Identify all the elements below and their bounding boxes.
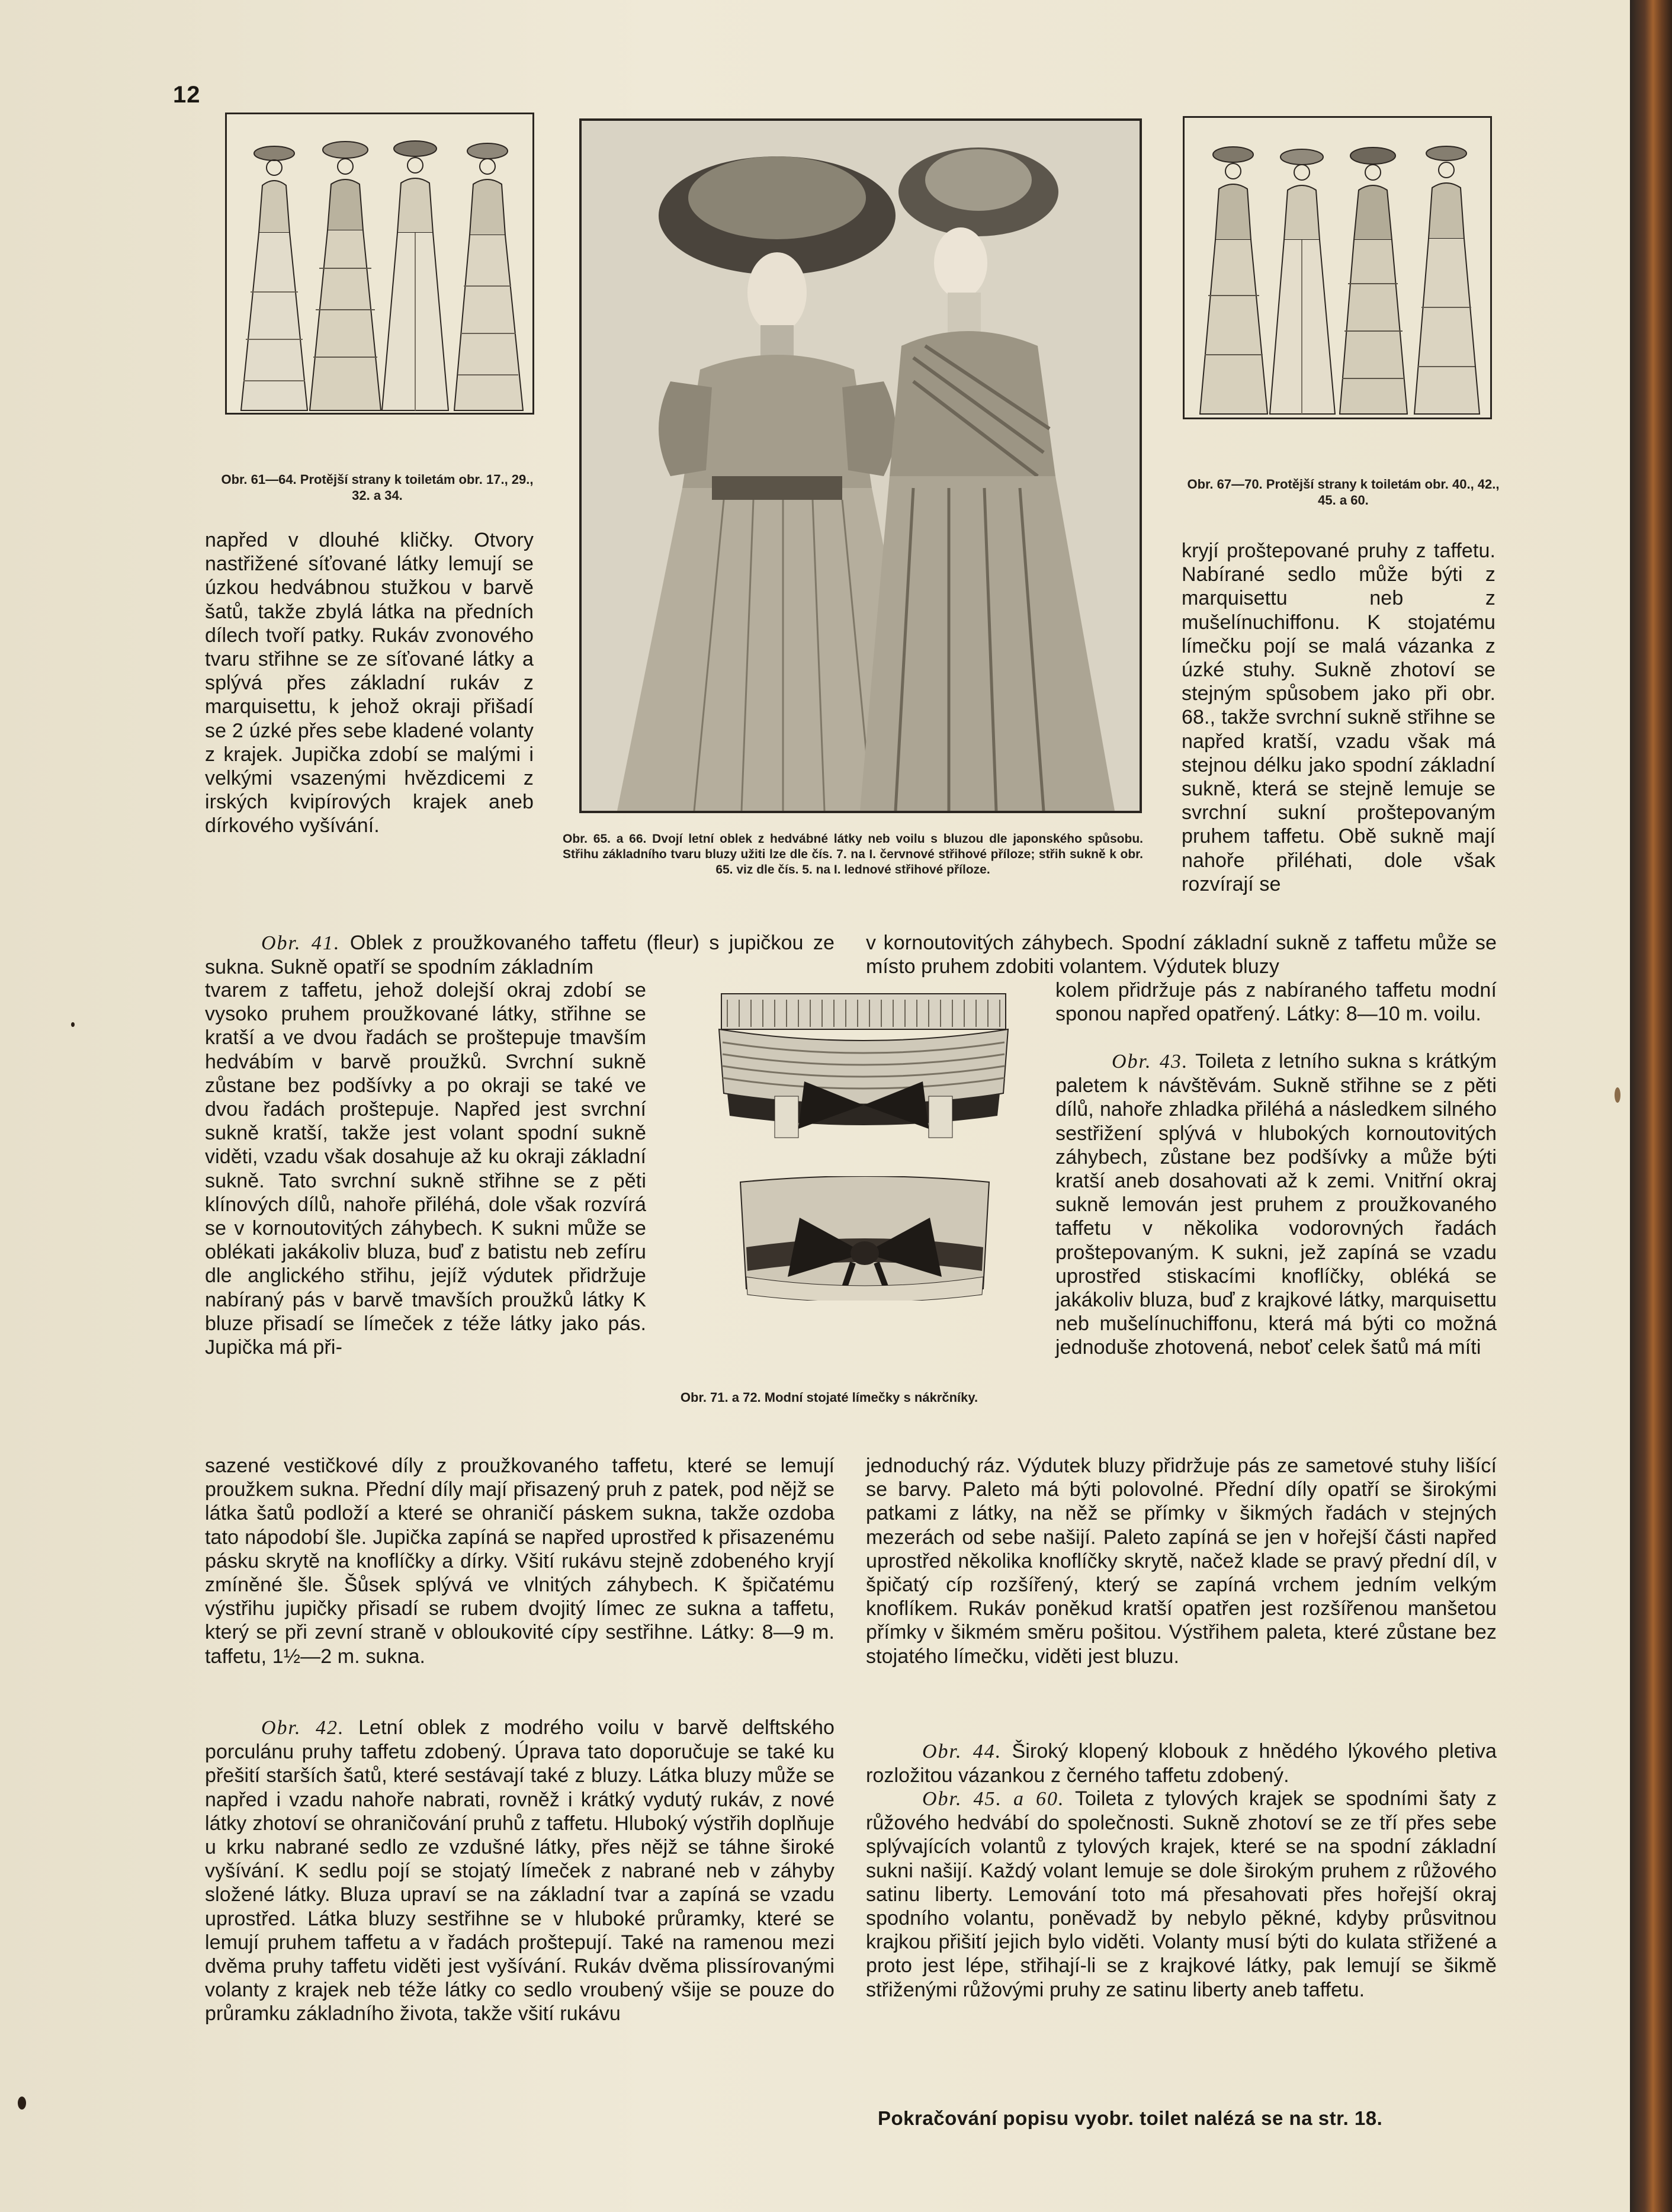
collar-illustration-71 (715, 993, 1012, 1141)
paragraph-obr41-narrow: tvarem z taffetu, jehož dolejší okraj zdobí se vysoko pruhem proužkované látky, střihne se kratší a ve dvou řadách se proštepuje tmavším hedvábím v barvě proužků. Svrchní sukně zůstane bez podšívky a po okraji se také ve dvou řadách proštepuje. Napřed jest svrchní sukně kratší, takže jest volant spodní sukně viděti, vzadu však dosahuje až ku okraji základní sukně. Tato svrchní sukně střihne se z pěti klínových dílů, nahoře přiléhá, dole však rozvírá se v kornoutovitých záhybech. K sukni může se oblékati jakákoliv bluza, buď z batistu neb zefíru dle anglického střihu, jejíž výdutek přidržuje nabíraný pás v barvě tmavších proužků látky K bluze přisadí se límeček z téže látky jako pás. Jupička má při- (205, 979, 646, 1359)
fashion-sketch-four-figures (227, 114, 532, 413)
obr44-lead: Obr. 44. (922, 1741, 1002, 1762)
paragraph-continued: napřed v dlouhé kličky. Otvory nastřižené síťované látky lemují se úzkou hedvábnou stužkou v barvě šatů, takže zbylá látka na předních dílech tvoří patky. Rukáv zvonového tvaru střihne se ze síťované látky a splývá přes základní rukáv z marquisettu, k jehož okraji přišadí se 2 úzké přes sebe kladené volanty z krajek. Jupička zdobí se malými i velkými vsazenými hvězdicemi z irských kvipírových krajek aneb dírkového vyšívání. (205, 529, 534, 837)
paragraph-obr41 (205, 931, 835, 979)
book-binding-edge (1630, 0, 1672, 2212)
text-left-top (205, 528, 534, 838)
paragraph-right-wide1: v kornoutovitých záhybech. Spodní základní sukně z taffetu může se místo pruhem zdobiti volantem. Výdutek bluzy (866, 932, 1497, 978)
text-obr41-narrow (205, 978, 646, 1359)
photo-two-women-summer-dresses (582, 121, 1140, 811)
continuation-note: Pokračování popisu vyobr. toilet nalézá se na str. 18. (878, 2107, 1383, 2129)
collar-with-bow-72 (734, 1176, 995, 1301)
text-right-wide1 (866, 931, 1497, 978)
text-right-wide2 (866, 1454, 1497, 1668)
text-obr41-wide (205, 1454, 835, 1668)
paragraph-obr42 (205, 1716, 835, 2026)
caption-fig-71-72: Obr. 71. a 72. Modní stojaté límečky s nákrčníky. (680, 1390, 978, 1405)
fashion-photo-65-66 (579, 118, 1142, 813)
obr44-text: Široký klopený klobouk z hnědého lýkového pletiva rozložitou vázankou z černého taffetu zdobený. (866, 1740, 1497, 1787)
caption-fig-65-66: Obr. 65. a 66. Dvojí letní oblek z hedvábné látky neb voilu s bluzou dle japonského spůsobu. Střihu základního tvaru bluzy užiti lze dle čís. 7. na I. červnové střihové příloze; střih sukně k obr. 65. viz dle čís. 5. na I. lednové střihové příloze. (563, 832, 1143, 877)
caption-fig-61-64: Obr. 61—64. Protější strany k toiletám obr. 17., 29., 32. a 34. (221, 472, 534, 503)
obr43-lead: Obr. 43. (1112, 1051, 1189, 1073)
paragraph-obr45 (866, 1787, 1497, 2002)
paragraph-obr41-wide: sazené vestičkové díly z proužkovaného taffetu, které se lemují proužkem sukna. Přední díly mají přisazený pruh z patek, pod nějž se látka šatů podloží a které se ohraničí páskem sukna, takže ozdoba tato nápodobí šle. Jupička zapíná se napřed uprostřed k přisazenému pásku skrytě na knoflíčky a dírky. Všití rukávu stejně zdobeného kryjí zmíněné šle. Šůsek splývá ve vlnitých záhybech. K špičatému výstřihu jupičky přisadí se rubem dvojitý límec ze sukna a taffetu, který se při zevní straně v obloukovité cípy sestřihne. Látky: 8—9 m. taffetu, 1½—2 m. sukna. (205, 1455, 835, 1668)
ink-spot (1615, 1087, 1620, 1103)
text-obr44 (866, 1739, 1497, 1787)
text-right-narrow1 (1055, 978, 1497, 1026)
obr45-text: Toileta z tylových krajek se spodními šaty z růžového hedvábí do společnosti. Sukně zhotoví se ze tří přes sebe splývajících volantů z tylových krajek, které se na spodní základní sukni našijí. Každý volant lemuje se dole širokým pruhem z růžového satinu liberty. Lemování toto má přesahovati přes hořejší okraj spodního volantu, poněvadž by nebylo pěkné, kdyby průsvitnou krajkou přišití jejich bylo viděti. Volanty musí býti do kulata střižené a proto jest lépe, střihají-li se z krajkové látky, pak lemují se šikmě střiženými růžovými pruhy ze satinu liberty aneb taffetu. (866, 1787, 1497, 2001)
obr41-top-text: Oblek z proužkovaného taffetu (fleur) s jupičkou ze sukna. Sukně opatří se spodním základním (205, 932, 835, 979)
collar-illustration-72 (734, 1176, 995, 1301)
paragraph-obr44 (866, 1739, 1497, 1787)
obr42-lead: Obr. 42. (261, 1717, 345, 1739)
fashion-plate-67-70 (1183, 116, 1492, 419)
paragraph-right-narrow1: kolem přidržuje pás z nabíraného taffetu modní sponou napřed opatřený. Látky: 8—10 m. voilu. (1055, 979, 1497, 1026)
obr41-lead: Obr. 41. (261, 932, 341, 954)
text-right-top (1182, 539, 1496, 896)
text-obr42 (205, 1716, 835, 2026)
text-obr45 (866, 1787, 1497, 2002)
caption-fig-67-70: Obr. 67—70. Protější strany k toiletám obr. 40., 42., 45. a 60. (1187, 477, 1500, 508)
obr42-text: Letní oblek z modrého voilu v barvě delftského porculánu pruhy taffetu zdobený. Úprava tato doporučuje se také ku přešití starších šatů, které sestávají také z bluzy. Látka bluzy může se napřed i vzadu nahoře nabrati, rovněž i krátký vydutý rukáv, z nové látky zhotoví se ohraničování pruhů z taffetu. Hluboký výstřih doplňuje u krku nabrané sedlo ze vzdušné látky, přes nějž se táhne široké vyšívání. K sedlu pojí se stojatý límeček z nabrané neb v záhyby složené látky. Bluza upraví se na základní tvar a zapíná se vzadu uprostřed. Látka bluzy sestřihne se v hluboké průramky, které se lemují pruhem taffetu a v řadách proštepují. Také na ramenou mezi dvěma pruhy taffetu viděti jest vyšívání. Rukáv dvěma plissírovanými volanty z krajek neb téže látky co sedlo vroubený všije se pouze do průramku základního života, takže všití rukávu (205, 1716, 835, 2025)
paragraph-right-wide2: jednoduchý ráz. Výdutek bluzy přidržuje pás ze sametové stuhy lišící se barvy. Paleto má býti polovolné. Přední díly opatří se širokými patkami z látky, na něž se přímky v šikmých řadách v stejných mezerách od sebe našijí. Paleto zapíná se jen v hořejší části napřed uprostřed několika knoflíčky skrytě, načež klade se pravý přední díl, v špičatý cíp rozšířený, který se zapíná vrchem jedním velkým knoflíkem. Rukáv poněkud kratší opatřen jest rozšířenou manšetou přímky v šikmém směru pošitou. Výstřihem paleta, které zůstane bez stojatého límečku, viděti jest bluzu. (866, 1455, 1497, 1668)
fashion-sketch-four-figures-right (1185, 118, 1490, 418)
paragraph-obr43 (1055, 1049, 1497, 1360)
obr43-text: Toileta z letního sukna s krátkým paletem k návštěvám. Sukně střihne se z pěti dílů, nahoře zhladka přiléhá a následkem silného sestřižení splývá v hlubokých kornoutovitých záhybech, zůstane bez podšívky a může býti kratší aneb dosahovati až k zemi. Vnitřní okraj sukně lemován jest pruhem z proužkovaného taffetu v několika vodorovných řadách proštepovaným. K sukni, jež zapíná se vzadu uprostřed stiskacími knoflíčky, obléká se jakákoliv bluza, buď z krajkové látky, marquisettu neb mušelínuchiffonu, která má býti co možná jednoduše zhotovená, neboť celek šatů má míti (1055, 1050, 1497, 1359)
ink-spot (71, 1022, 75, 1027)
fashion-plate-61-64 (225, 113, 534, 415)
obr45-lead: Obr. 45. a 60. (922, 1788, 1065, 1810)
page-number: 12 (173, 82, 201, 108)
collar-with-bow-71 (715, 993, 1012, 1141)
paragraph-right-top: kryjí proštepované pruhy z taffetu. Nabírané sedlo může býti z marquisettu neb z mušelínuchiffonu. K stojatému límečku pojí se malá vázanka z úzké stuhy. Sukně zhotoví se stejným spůsobem jako při obr. 68., takže svrchní sukně střihne se napřed kratší, vzadu však má stejnou délku jako spodní základní sukně, která se stejně lemuje se svrchní sukní proštepovaným pruhem taffetu. Obě sukně mají nahoře přiléhati, dole však rozvírají se (1182, 540, 1496, 895)
text-obr41-top (205, 931, 835, 979)
ink-spot (18, 2097, 26, 2110)
text-obr43 (1055, 1049, 1497, 1360)
